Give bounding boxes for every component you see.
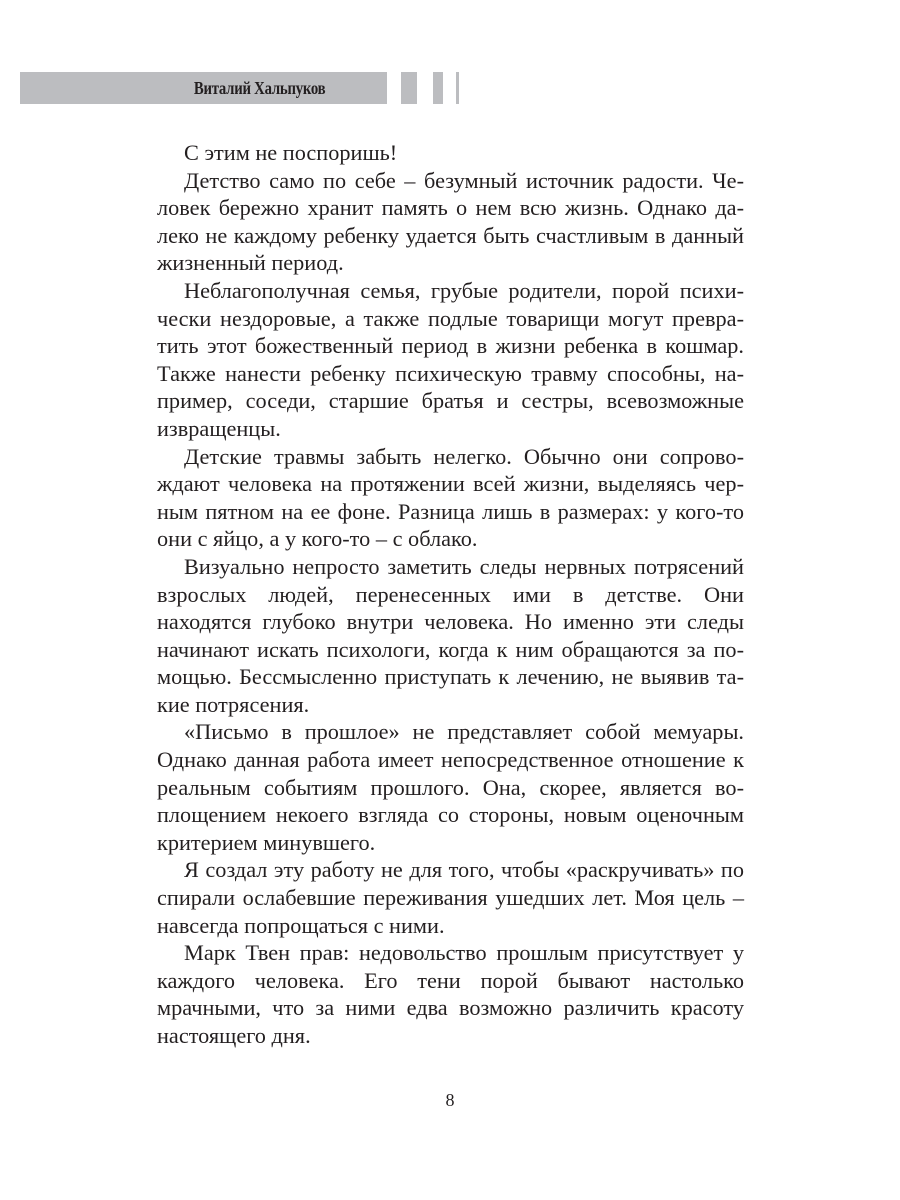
paragraph-2: Детство само по себе – безумный источник радости. Человек бережно хранит память о нем всю жизнь. Однако далеко не каждому ребенку удается быть счастливым в данный жизненный период. [157, 167, 744, 276]
paragraph-7: Я создал эту работу не для того, чтобы «раскручивать» по спирали ослабевшие переживания ушедших лет. Моя цель – навсегда попрощаться с ними. [157, 857, 744, 938]
header-decoration-block-1 [401, 72, 417, 104]
running-header-bar [20, 72, 387, 104]
paragraph-1: С этим не поспоришь! [184, 140, 398, 165]
paragraph-8: Марк Твен прав: недовольство прошлым присутствует у каждого человека. Его тени порой бывают настолько мрачными, что за ними едва возможно различить красоту настоящего дня. [157, 940, 744, 1048]
paragraph-6: «Письмо в прошлое» не представляет собой мемуары. Однако данная работа имеет непосредственное отношение к реальным событиям прошлого. Она, скорее, является воплощением некоего взгляда со стороны, новым оценочным критерием минувшего. [157, 719, 744, 855]
paragraph-4: Детские травмы забыть нелегко. Обычно они сопровождают человека на протяжении всей жизни, выделяясь черным пятном на ее фоне. Разница лишь в размерах: у кого-то они с яйцо, а у кого-то – с облако. [157, 443, 744, 552]
paragraph-3: Неблагополучная семья, грубые родители, порой психически нездоровые, а также подлые товарищи могут превратить этот божественный период в жизни ребенка в кошмар. Также нанести ребенку психическую травму способны, например, соседи, старшие братья и сестры, всевозможные извращенцы. [157, 277, 744, 441]
body-text [157, 139, 744, 1050]
running-header-author: Виталий Хальпуков [193, 78, 325, 98]
header-decoration-block-3 [456, 72, 459, 104]
header-decoration-block-2 [433, 72, 443, 104]
page-number: 8 [445, 1090, 455, 1110]
paragraph-5: Визуально непросто заметить следы нервных потрясений взрослых людей, перенесенных ими в детстве. Они находятся глубоко внутри человека. Но именно эти следы начинают искать психологи, когда к ним обращаются за помощью. Бессмысленно приступать к лечению, не выявив такие потрясения. [157, 553, 744, 717]
